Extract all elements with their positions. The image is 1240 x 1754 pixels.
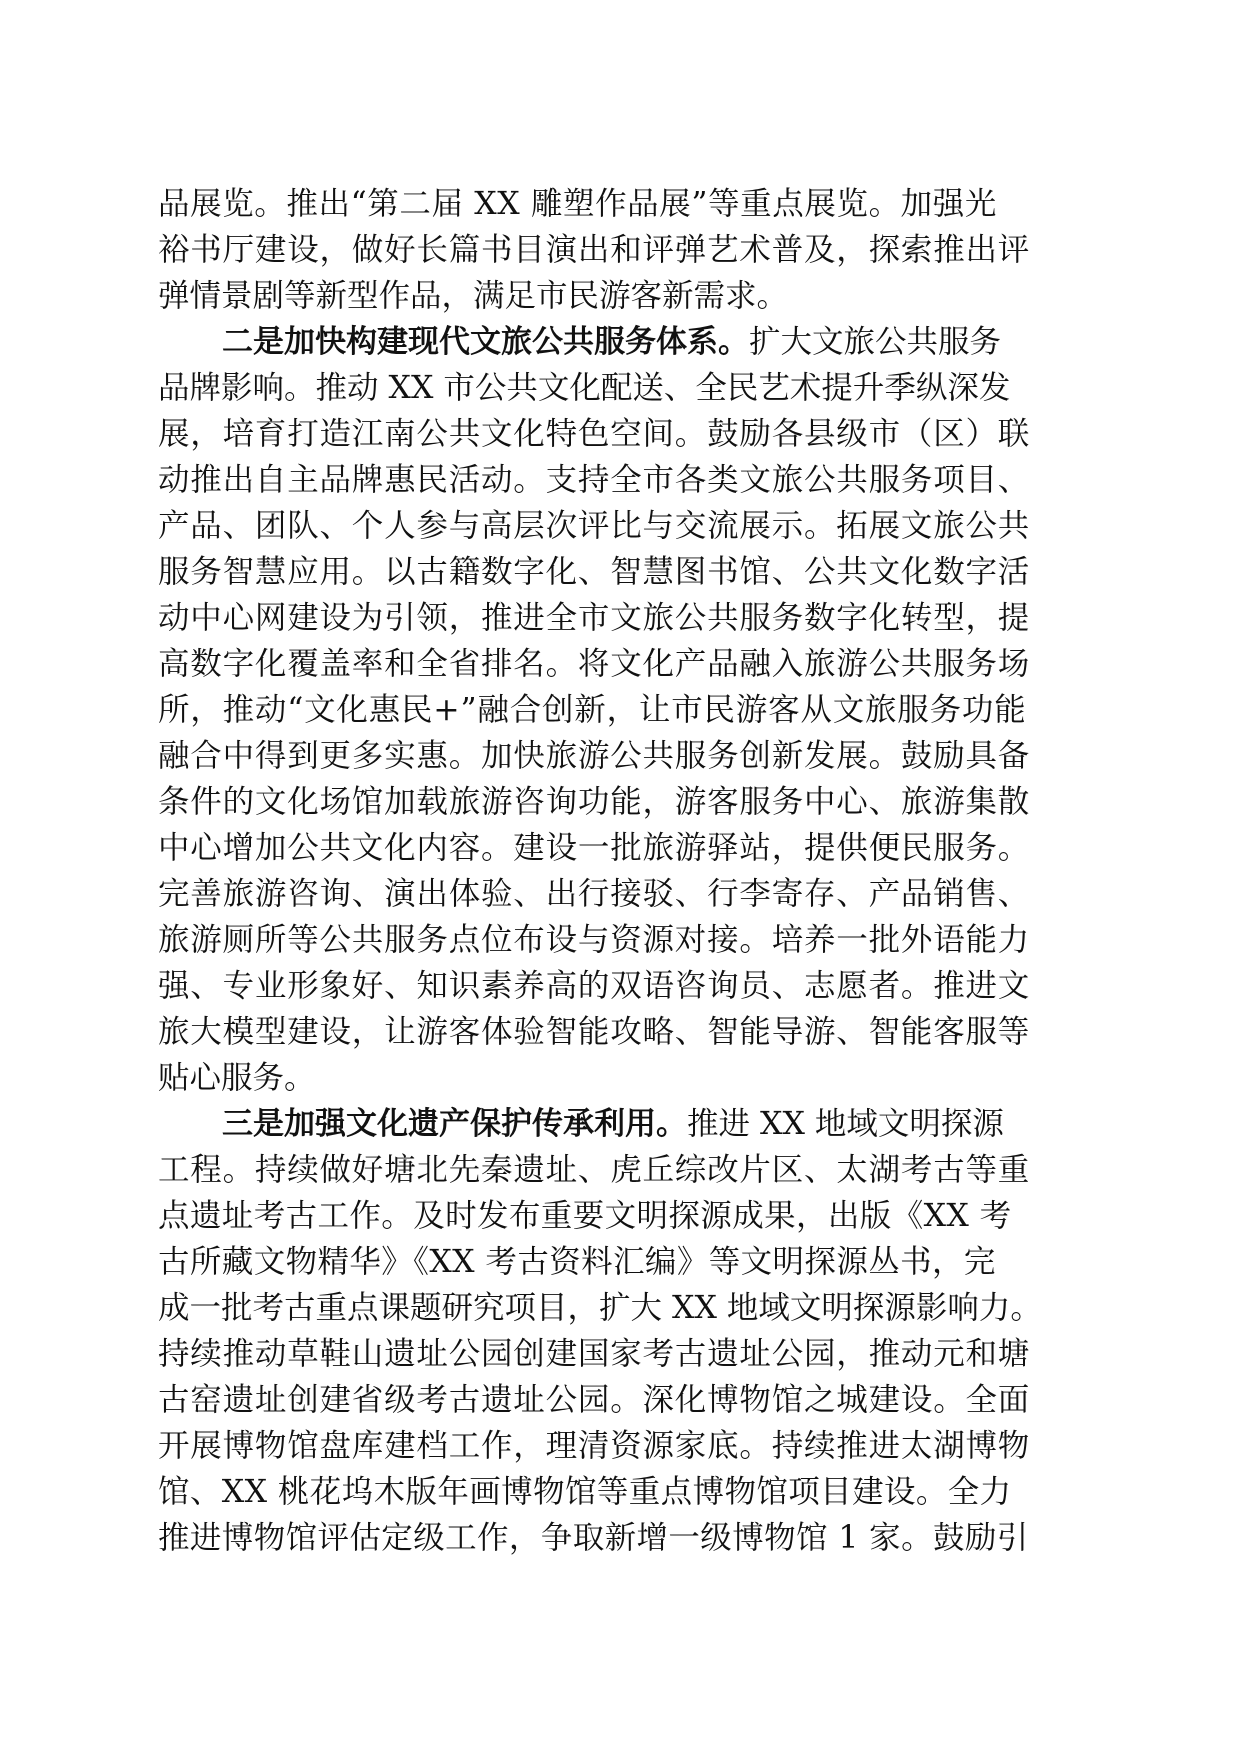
text-line: 馆、XX 桃花坞木版年画博物馆等重点博物馆项目建设。全力 xyxy=(158,1474,1012,1510)
text-line: 品展览。推出“第二届 XX 雕塑作品展”等重点展览。加强光 xyxy=(158,186,997,222)
text-line: 工程。持续做好塘北先秦遗址、虎丘综改片区、太湖考古等重 xyxy=(158,1152,1031,1188)
text-line: 贴心服务。 xyxy=(158,1060,316,1096)
text-line: 完善旅游咨询、演出体验、出行接驳、行李寄存、产品销售、 xyxy=(158,876,1031,912)
text-line: 产品、团队、个人参与高层次评比与交流展示。拓展文旅公共 xyxy=(158,508,1031,544)
text-line: 旅游厕所等公共服务点位布设与资源对接。培养一批外语能力 xyxy=(158,922,1031,958)
text-line: 古窑遗址创建省级考古遗址公园。深化博物馆之城建设。全面 xyxy=(158,1382,1031,1418)
text-line: 旅大模型建设，让游客体验智能攻略、智能导游、智能客服等 xyxy=(158,1014,1031,1050)
text-line: 裕书厅建设，做好长篇书目演出和评弹艺术普及，探索推出评 xyxy=(158,232,1031,268)
paragraph-first-line xyxy=(222,1102,1004,1146)
text-line: 品牌影响。推动 XX 市公共文化配送、全民艺术提升季纵深发 xyxy=(158,370,1011,406)
text-line: 条件的文化场馆加载旅游咨询功能，游客服务中心、旅游集散 xyxy=(158,784,1031,820)
text-line: 服务智慧应用。以古籍数字化、智慧图书馆、公共文化数字活 xyxy=(158,554,1031,590)
section-heading-3: 三是加强文化遗产保护传承利用。 xyxy=(222,1106,687,1142)
text-line: 强、专业形象好、知识素养高的双语咨询员、志愿者。推进文 xyxy=(158,968,1031,1004)
text-line: 动中心网建设为引领，推进全市文旅公共服务数字化转型，提 xyxy=(158,600,1031,636)
text-line: 开展博物馆盘库建档工作，理清资源家底。持续推进太湖博物 xyxy=(158,1428,1031,1464)
text-line: 点遗址考古工作。及时发布重要文明探源成果，出版《XX 考 xyxy=(158,1198,1012,1234)
section-heading-2: 二是加快构建现代文旅公共服务体系。 xyxy=(222,324,749,360)
text-line: 动推出自主品牌惠民活动。支持全市各类文旅公共服务项目、 xyxy=(158,462,1031,498)
text-line: 融合中得到更多实惠。加快旅游公共服务创新发展。鼓励具备 xyxy=(158,738,1031,774)
text-line: 展，培育打造江南公共文化特色空间。鼓励各县级市（区）联 xyxy=(158,416,1031,452)
text-line: 推进博物馆评估定级工作，争取新增一级博物馆 1 家。鼓励引 xyxy=(158,1520,1029,1556)
text-line: 持续推动草鞋山遗址公园创建国家考古遗址公园，推动元和塘 xyxy=(158,1336,1031,1372)
text-line: 成一批考古重点课题研究项目，扩大 XX 地域文明探源影响力。 xyxy=(158,1290,1042,1326)
text-line: 所，推动“文化惠民+”融合创新，让市民游客从文旅服务功能 xyxy=(158,692,1027,728)
text-run: 推进 XX 地域文明探源 xyxy=(687,1106,1004,1142)
text-line: 古所藏文物精华》《XX 考古资料汇编》等文明探源丛书，完 xyxy=(158,1244,996,1280)
paragraph-first-line xyxy=(222,320,1001,364)
text-run: 扩大文旅公共服务 xyxy=(749,324,1002,360)
text-line: 高数字化覆盖率和全省排名。将文化产品融入旅游公共服务场 xyxy=(158,646,1031,682)
text-line: 中心增加公共文化内容。建设一批旅游驿站，提供便民服务。 xyxy=(158,830,1031,866)
text-line: 弹情景剧等新型作品，满足市民游客新需求。 xyxy=(158,278,789,314)
